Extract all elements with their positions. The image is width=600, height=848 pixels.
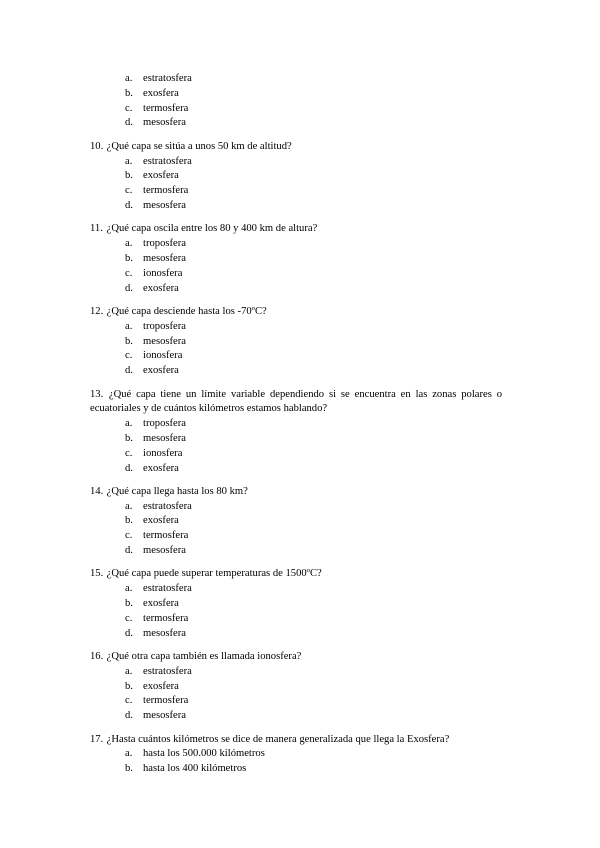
option-item — [125, 364, 502, 379]
options-list — [90, 155, 502, 214]
option-item — [125, 447, 502, 462]
question-prompt: ¿Qué capa tiene un límite variable dependiendo si se encuentra en las zonas polares o ecuatoriales y de cuántos kilómetros estamos hablando? — [90, 388, 502, 415]
question-11 — [90, 222, 502, 296]
option-letter: d. — [125, 199, 133, 211]
option-text: mesosfera — [143, 252, 186, 264]
quiz-content — [90, 72, 502, 777]
option-text: exosfera — [143, 170, 179, 182]
option-letter: d. — [125, 627, 133, 639]
question-12 — [90, 305, 502, 379]
option-text: termosfera — [143, 530, 189, 542]
option-text: termosfera — [143, 102, 189, 114]
question-number: 17. — [90, 733, 104, 745]
question-prompt: ¿Qué capa puede superar temperaturas de 1500ºC? — [106, 568, 322, 580]
option-letter: b. — [125, 680, 133, 692]
question-text — [90, 733, 502, 748]
option-item — [125, 237, 502, 252]
option-text: exosfera — [143, 598, 179, 610]
option-text: exosfera — [143, 282, 179, 294]
option-letter: b. — [125, 252, 133, 264]
option-text: estratosfera — [143, 583, 192, 595]
question-text — [90, 140, 502, 155]
question-prompt: ¿Hasta cuántos kilómetros se dice de manera generalizada que llega la Exosfera? — [106, 733, 450, 745]
option-item — [125, 267, 502, 282]
option-item — [125, 747, 502, 762]
option-item — [125, 544, 502, 559]
option-letter: a. — [125, 73, 133, 84]
option-letter: b. — [125, 335, 133, 347]
options-list — [90, 747, 502, 777]
option-letter: d. — [125, 365, 133, 377]
option-letter: c. — [125, 447, 133, 459]
question-prompt: ¿Qué capa llega hasta los 80 km? — [106, 485, 248, 497]
option-text: troposfera — [143, 238, 186, 250]
question-number: 14. — [90, 485, 104, 497]
option-item — [125, 72, 502, 87]
question-prompt: ¿Qué otra capa también es llamada ionosfera? — [106, 651, 302, 663]
option-letter: d. — [125, 282, 133, 294]
question-text — [90, 305, 502, 320]
option-item — [125, 665, 502, 680]
option-text: troposfera — [143, 320, 186, 332]
option-item — [125, 514, 502, 529]
option-item — [125, 320, 502, 335]
question-text — [90, 222, 502, 237]
leading-options-list — [90, 72, 502, 131]
option-item — [125, 252, 502, 267]
option-letter: a. — [125, 320, 133, 332]
option-text: hasta los 500.000 kilómetros — [143, 748, 265, 760]
option-item — [125, 184, 502, 199]
option-text: mesosfera — [143, 432, 186, 444]
question-17 — [90, 733, 502, 777]
options-list — [90, 320, 502, 379]
option-item — [125, 612, 502, 627]
option-text: ionosfera — [143, 350, 183, 362]
question-14 — [90, 485, 502, 559]
option-letter: c. — [125, 267, 133, 279]
option-item — [125, 155, 502, 170]
option-letter: c. — [125, 612, 133, 624]
option-text: mesosfera — [143, 710, 186, 722]
option-letter: d. — [125, 545, 133, 557]
option-item — [125, 282, 502, 297]
option-text: estratosfera — [143, 155, 192, 167]
question-number: 11. — [90, 223, 103, 235]
option-item — [125, 529, 502, 544]
question-13 — [90, 388, 502, 477]
option-item — [125, 597, 502, 612]
option-letter: c. — [125, 102, 133, 114]
option-text: mesosfera — [143, 117, 186, 129]
question-10 — [90, 140, 502, 214]
question-text — [90, 650, 502, 665]
option-text: ionosfera — [143, 447, 183, 459]
option-text: exosfera — [143, 515, 179, 527]
option-letter: a. — [125, 155, 133, 167]
option-text: exosfera — [143, 680, 179, 692]
options-list — [90, 237, 502, 296]
option-text: hasta los 400 kilómetros — [143, 763, 247, 775]
question-number: 12. — [90, 305, 104, 317]
option-text: mesosfera — [143, 545, 186, 557]
options-list — [90, 665, 502, 724]
option-letter: b. — [125, 170, 133, 182]
question-number: 15. — [90, 568, 104, 580]
option-letter: a. — [125, 583, 133, 595]
option-item — [125, 349, 502, 364]
option-letter: b. — [125, 763, 133, 775]
question-number: 13. — [90, 388, 104, 400]
option-text: estratosfera — [143, 665, 192, 677]
option-text: exosfera — [143, 87, 179, 99]
option-item — [125, 417, 502, 432]
option-letter: c. — [125, 350, 133, 362]
option-text: estratosfera — [143, 73, 192, 84]
option-text: mesosfera — [143, 199, 186, 211]
options-list — [90, 582, 502, 641]
option-letter: c. — [125, 185, 133, 197]
option-letter: b. — [125, 87, 133, 99]
option-letter: c. — [125, 530, 133, 542]
option-item — [125, 169, 502, 184]
option-letter: d. — [125, 117, 133, 129]
question-prompt: ¿Qué capa desciende hasta los -70ºC? — [106, 305, 267, 317]
option-item — [125, 335, 502, 350]
option-letter: a. — [125, 665, 133, 677]
options-list — [90, 417, 502, 476]
option-letter: a. — [125, 748, 133, 760]
option-letter: a. — [125, 418, 133, 430]
option-text: estratosfera — [143, 500, 192, 512]
question-prompt: ¿Qué capa oscila entre los 80 y 400 km de altura? — [106, 223, 318, 235]
option-item — [125, 102, 502, 117]
option-text: troposfera — [143, 418, 186, 430]
option-letter: d. — [125, 710, 133, 722]
option-item — [125, 87, 502, 102]
option-text: exosfera — [143, 365, 179, 377]
option-text: ionosfera — [143, 267, 183, 279]
option-item — [125, 500, 502, 515]
option-letter: a. — [125, 500, 133, 512]
question-15 — [90, 567, 502, 641]
options-list — [90, 500, 502, 559]
option-text: termosfera — [143, 695, 189, 707]
option-item — [125, 627, 502, 642]
option-text: mesosfera — [143, 335, 186, 347]
option-letter: c. — [125, 695, 133, 707]
option-item — [125, 462, 502, 477]
option-text: mesosfera — [143, 627, 186, 639]
option-item — [125, 199, 502, 214]
question-text — [90, 388, 502, 418]
option-letter: b. — [125, 598, 133, 610]
option-letter: d. — [125, 462, 133, 474]
question-text — [90, 567, 502, 582]
question-16 — [90, 650, 502, 724]
option-letter: a. — [125, 238, 133, 250]
option-item — [125, 762, 502, 777]
option-item — [125, 709, 502, 724]
option-item — [125, 116, 502, 131]
option-item — [125, 680, 502, 695]
option-text: exosfera — [143, 462, 179, 474]
question-number: 10. — [90, 140, 104, 152]
option-item — [125, 694, 502, 709]
option-letter: b. — [125, 515, 133, 527]
option-text: termosfera — [143, 612, 189, 624]
question-number: 16. — [90, 651, 104, 663]
question-prompt: ¿Qué capa se sitúa a unos 50 km de altitud? — [106, 140, 292, 152]
question-text — [90, 485, 502, 500]
option-letter: b. — [125, 432, 133, 444]
option-text: termosfera — [143, 185, 189, 197]
option-item — [125, 432, 502, 447]
option-item — [125, 582, 502, 597]
